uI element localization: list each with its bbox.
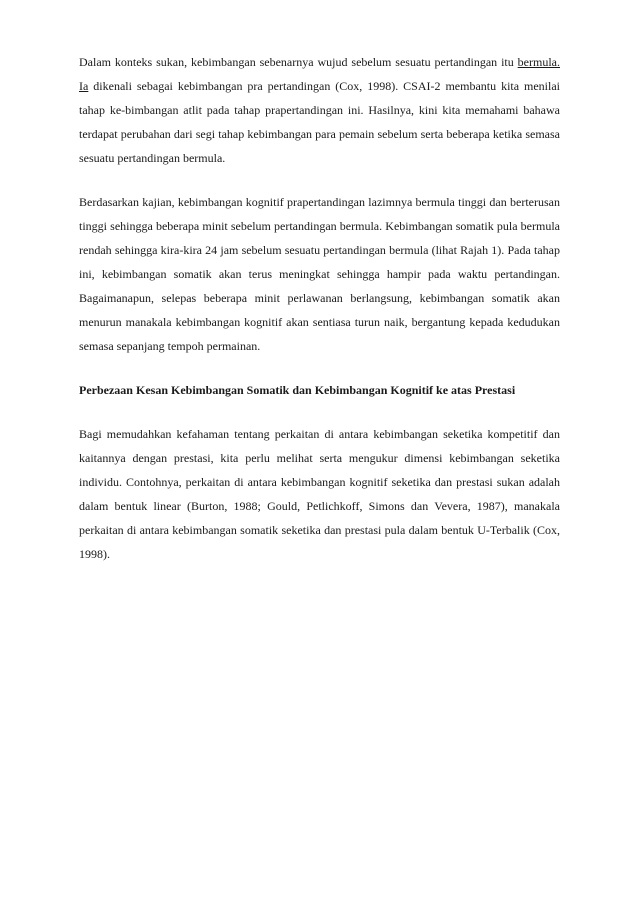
paragraph-performance: Bagi memudahkan kefahaman tentang perkaitan di antara kebimbangan seketika kompetitif dan kaitannya dengan prestasi, kita perlu melihat serta mengukur dimensi kebimbangan seketika individu. Contohnya, perkaitan di antara kebimbangan kognitif seketika dan prestasi sukan adalah dalam bentuk linear (Burton, 1988; Gould, Petlichkoff, Simons dan Vevera, 1987), manakala perkaitan di antara kebimbangan somatik seketika dan prestasi pula dalam bentuk U-Terbalik (Cox, 1998). [79, 427, 560, 561]
paragraph-intro [79, 50, 560, 170]
paragraph-research: Berdasarkan kajian, kebimbangan kognitif prapertandingan lazimnya bermula tinggi dan berterusan tinggi sehingga beberapa minit sebelum pertandingan bermula. Kebimbangan somatik pula bermula rendah sehingga kira-kira 24 jam sebelum sesuatu pertandingan bermula (lihat Rajah 1). Pada tahap ini, kebimbangan somatik akan terus meningkat sehingga hampir pada waktu pertandingan. Bagaimanapun, selepas beberapa minit perlawanan berlangsung, kebimbangan somatik akan menurun manakala kebimbangan kognitif akan sentiasa turun naik, bergantung kepada kedudukan semasa sepanjang tempoh permainan. [79, 195, 560, 353]
paragraph-intro-lead: Dalam konteks sukan, kebimbangan sebenarnya wujud sebelum sesuatu pertandingan itu [79, 55, 518, 69]
underlined-text: bermula. Ia [79, 55, 560, 93]
section-heading: Perbezaan Kesan Kebimbangan Somatik dan Kebimbangan Kognitif ke atas Prestasi [79, 383, 516, 397]
document-body [79, 50, 560, 566]
paragraph-intro-rest: dikenali sebagai kebimbangan pra pertandingan (Cox, 1998). CSAI-2 membantu kita menilai tahap ke-bimbangan atlit pada tahap prapertandingan ini. Hasilnya, kini kita memahami bahawa terdapat perubahan dari segi tahap kebimbangan para pemain sebelum serta beberapa ketika semasa sesuatu pertandingan bermula. [79, 79, 560, 165]
